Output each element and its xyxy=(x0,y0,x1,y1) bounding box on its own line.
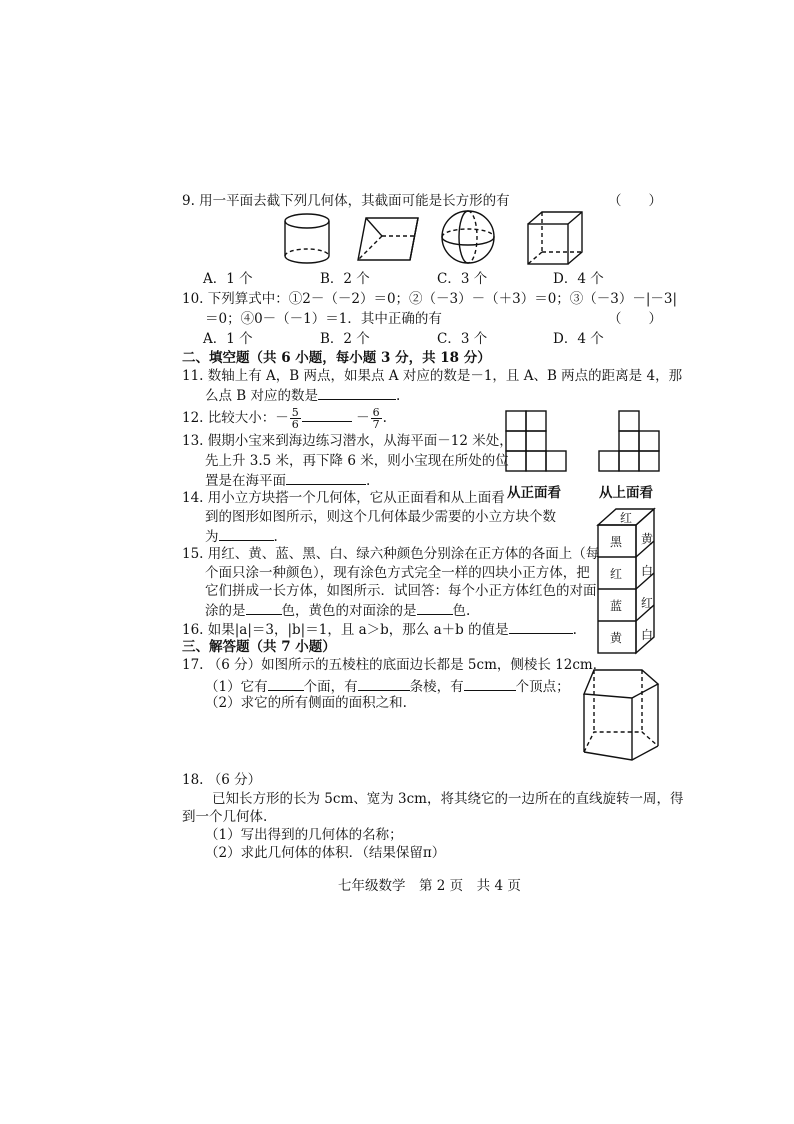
section3-heading: 三、解答题（共 7 小题） xyxy=(182,639,336,655)
q15-line1: 15. 用红、黄、蓝、黑、白、绿六种颜色分别涂在正方体的各面上（每 xyxy=(182,546,600,562)
q9-option-d: D．4 个 xyxy=(553,271,604,287)
q18-line1: 18. （6 分） xyxy=(182,772,262,788)
q14-line1: 14. 用小立方块搭一个几何体，它从正面看和从上面看 xyxy=(182,490,505,506)
q9-text: 9. 用一平面去截下列几何体，其截面可能是长方形的有 xyxy=(182,193,510,209)
q13-line3: 置是在海平面 . xyxy=(205,470,370,490)
q10-option-b: B．2 个 xyxy=(320,331,370,347)
q9-answer-paren: （ ） xyxy=(608,193,662,209)
section2-heading: 二、填空题（共 6 小题，每小题 3 分，共 18 分） xyxy=(182,350,491,366)
q10-option-a: A．1 个 xyxy=(203,331,253,347)
q18-line4: （1）写出得到的几何体的名称； xyxy=(205,827,403,843)
top-view-figure xyxy=(597,409,663,475)
tower-side-label: 红 xyxy=(641,596,654,610)
q9-option-b: B．2 个 xyxy=(320,271,370,287)
q18-line2: 已知长方形的长为 5cm、宽为 3cm，将其绕它的一边所在的直线旋转一周，得 xyxy=(212,791,684,807)
tower-side-label: 黄 xyxy=(641,532,654,546)
q17-line3: （2）求它的所有侧面的面积之和. xyxy=(205,695,407,711)
tower-top-label: 红 xyxy=(620,511,633,525)
q16-text: 16. 如果|a|＝3，|b|＝1，且 a＞b，那么 a＋b 的值是 . xyxy=(182,619,577,639)
q18-line3: 到一个几何体. xyxy=(182,809,268,825)
q14-line3: 为 . xyxy=(205,526,278,546)
tower-front-label: 黄 xyxy=(610,631,623,645)
front-view-figure xyxy=(504,409,570,475)
prism-figure xyxy=(356,212,422,268)
q10-option-d: D．4 个 xyxy=(553,331,604,347)
q9-option-a: A．1 个 xyxy=(203,271,253,287)
q18-line5: （2）求此几何体的体积．（结果保留π） xyxy=(205,845,446,861)
q11-line1: 11. 数轴上有 A，B 两点，如果点 A 对应的数是－1，且 A、B 两点的距离是 4，那 xyxy=(182,368,683,384)
q11-line2: 么点 B 对应的数是 . xyxy=(205,385,400,405)
tower-side-label: 白 xyxy=(641,564,654,578)
pentagonal-prism-figure xyxy=(578,668,662,768)
q10-option-c: C．3 个 xyxy=(437,331,488,347)
sphere-figure xyxy=(441,210,497,266)
color-cube-tower xyxy=(596,505,660,657)
q10-line2: ＝0；④0－（－1）＝1．其中正确的有 xyxy=(205,311,442,327)
page-footer: 七年级数学 第 2 页 共 4 页 xyxy=(338,878,521,894)
cube-figure xyxy=(526,210,584,268)
top-view-caption: 从上面看 xyxy=(599,485,653,501)
q15-line2: 个面只涂一种颜色），现有涂色方式完全一样的四块小正方体，把 xyxy=(205,565,590,581)
q15-line4: 涂的是 色，黄色的对面涂的是 色. xyxy=(205,600,470,620)
tower-front-label: 蓝 xyxy=(610,599,623,613)
cylinder-figure xyxy=(282,212,342,268)
q9-option-c: C．3 个 xyxy=(437,271,488,287)
tower-front-label: 红 xyxy=(610,567,623,581)
q10-answer-paren: （ ） xyxy=(608,311,662,327)
q17-line2: （1）它有 个面，有 条棱，有 个顶点； xyxy=(205,676,570,696)
q10-line1: 10. 下列算式中：①2－（－2）＝0；②（－3）－（＋3）＝0；③（－3）－|－3| xyxy=(182,291,678,307)
tower-side-label: 白 xyxy=(641,628,654,642)
front-view-caption: 从正面看 xyxy=(507,485,561,501)
q14-line2: 到的图形如图所示，则这个几何体最少需要的小立方块个数 xyxy=(205,509,556,525)
q13-line2: 先上升 3.5 米，再下降 6 米，则小宝现在所处的位 xyxy=(205,453,509,469)
q13-line1: 13. 假期小宝来到海边练习潜水，从海平面－12 米处， xyxy=(182,433,513,449)
q15-line3: 它们拼成一长方体，如图所示．试回答：每个小正方体红色的对面 xyxy=(205,583,597,599)
q12-compare: 12. 比较大小：－ $\frac{5}{6}$ － $\frac{6}{7}$ . xyxy=(182,406,387,431)
q17-line1: 17. （6 分）如图所示的五棱柱的底面边长都是 5cm，侧棱长 12cm． xyxy=(182,657,607,673)
tower-front-label: 黑 xyxy=(610,535,623,549)
